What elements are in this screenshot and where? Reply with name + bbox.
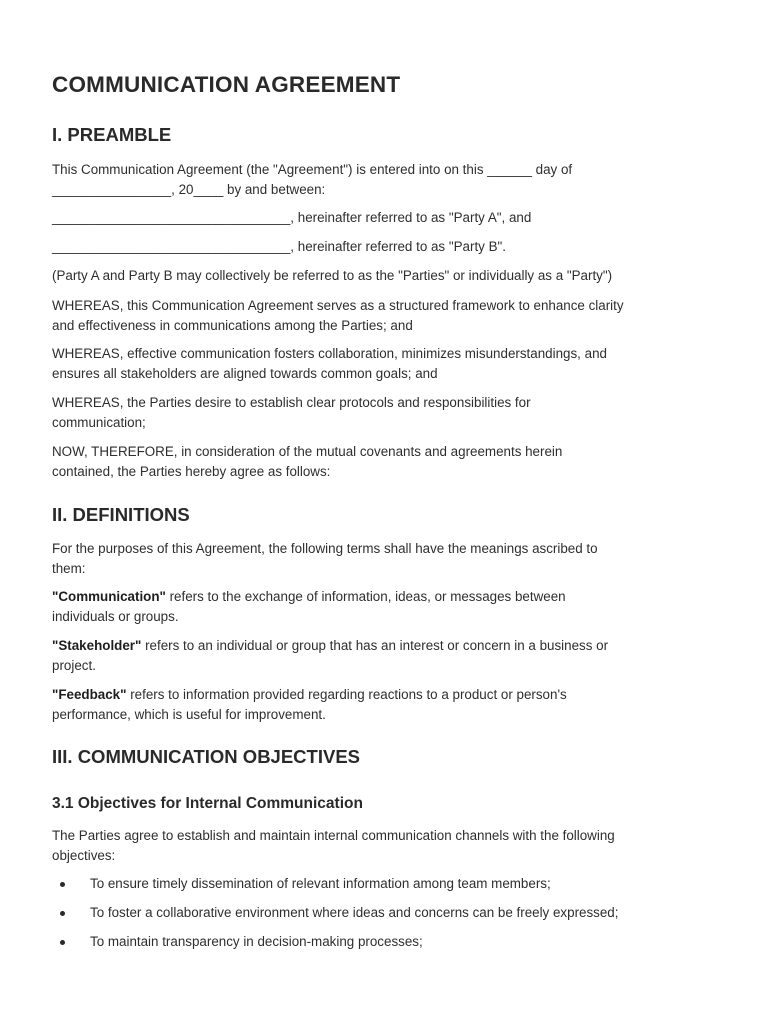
whereas-paragraph-2: [52, 344, 722, 383]
paragraph-line: objectives:: [52, 847, 116, 863]
paragraph-line: project.: [52, 657, 96, 673]
whereas-paragraph-1: [52, 296, 722, 335]
paragraph-line: communication;: [52, 414, 146, 430]
paragraph-line: WHEREAS, the Parties desire to establish clear protocols and responsibilities for: [52, 395, 531, 410]
defined-term: "Feedback": [52, 687, 127, 702]
definition-text: refers to the exchange of information, ideas, or messages between: [165, 589, 566, 604]
bullet-icon: [60, 940, 65, 945]
paragraph-line: The Parties agree to establish and maintain internal communication channels with the following: [52, 828, 615, 843]
paragraph-line: WHEREAS, this Communication Agreement serves as a structured framework to enhance clarity: [52, 298, 624, 313]
parties-note: [52, 266, 722, 286]
subsection-heading-internal: 3.1 Objectives for Internal Communication: [52, 795, 363, 812]
paragraph-line: ________________________________, hereinafter referred to as "Party A", and: [52, 210, 532, 225]
bullet-icon: [60, 911, 65, 916]
list-item-text: To foster a collaborative environment where ideas and concerns can be freely expressed;: [90, 905, 619, 920]
whereas-paragraph-3: [52, 393, 722, 432]
list-item-text: To maintain transparency in decision-making processes;: [90, 934, 423, 949]
definition-stakeholder: [52, 636, 722, 675]
preamble-intro-paragraph: [52, 160, 722, 199]
paragraph-line: and effectiveness in communications among the Parties; and: [52, 317, 413, 333]
defined-term: "Stakeholder": [52, 638, 142, 653]
party-a-line: [52, 208, 722, 228]
paragraph-line: For the purposes of this Agreement, the following terms shall have the meanings ascribed to: [52, 541, 598, 556]
definition-feedback: [52, 685, 722, 724]
paragraph-line: individuals or groups.: [52, 608, 179, 624]
now-therefore-paragraph: [52, 442, 722, 481]
definitions-intro-paragraph: [52, 539, 722, 578]
definition-text: refers to an individual or group that has an interest or concern in a business or: [141, 638, 609, 653]
paragraph-line: them:: [52, 560, 86, 576]
party-b-line: [52, 237, 722, 257]
paragraph-line: [52, 636, 722, 656]
paragraph-line: NOW, THEREFORE, in consideration of the mutual covenants and agreements herein: [52, 444, 563, 459]
paragraph-line: [52, 587, 722, 607]
paragraph-line: [52, 685, 722, 705]
defined-term: "Communication": [52, 589, 166, 604]
objectives-intro-paragraph: [52, 826, 722, 865]
paragraph-line: (Party A and Party B may collectively be referred to as the "Parties" or individually as a "Party"): [52, 268, 613, 283]
definition-communication: [52, 587, 722, 626]
section-heading-preamble: I. PREAMBLE: [52, 124, 172, 145]
paragraph-line: This Communication Agreement (the "Agreement") is entered into on this ______ day of: [52, 162, 573, 177]
list-item-text: To ensure timely dissemination of relevant information among team members;: [90, 876, 551, 891]
paragraph-line: contained, the Parties hereby agree as follows:: [52, 463, 331, 479]
paragraph-line: ensures all stakeholders are aligned towards common goals; and: [52, 365, 438, 381]
bullet-icon: [60, 882, 65, 887]
section-heading-objectives: III. COMMUNICATION OBJECTIVES: [52, 746, 361, 767]
definition-text: refers to information provided regarding reactions to a product or person's: [126, 687, 567, 702]
paragraph-line: ________________, 20____ by and between:: [52, 181, 326, 197]
document-title: COMMUNICATION AGREEMENT: [52, 72, 401, 97]
section-heading-definitions: II. DEFINITIONS: [52, 504, 190, 525]
paragraph-line: ________________________________, hereinafter referred to as "Party B".: [52, 239, 506, 254]
paragraph-line: performance, which is useful for improvement.: [52, 706, 326, 722]
paragraph-line: WHEREAS, effective communication fosters collaboration, minimizes misunderstandings, and: [52, 346, 607, 361]
